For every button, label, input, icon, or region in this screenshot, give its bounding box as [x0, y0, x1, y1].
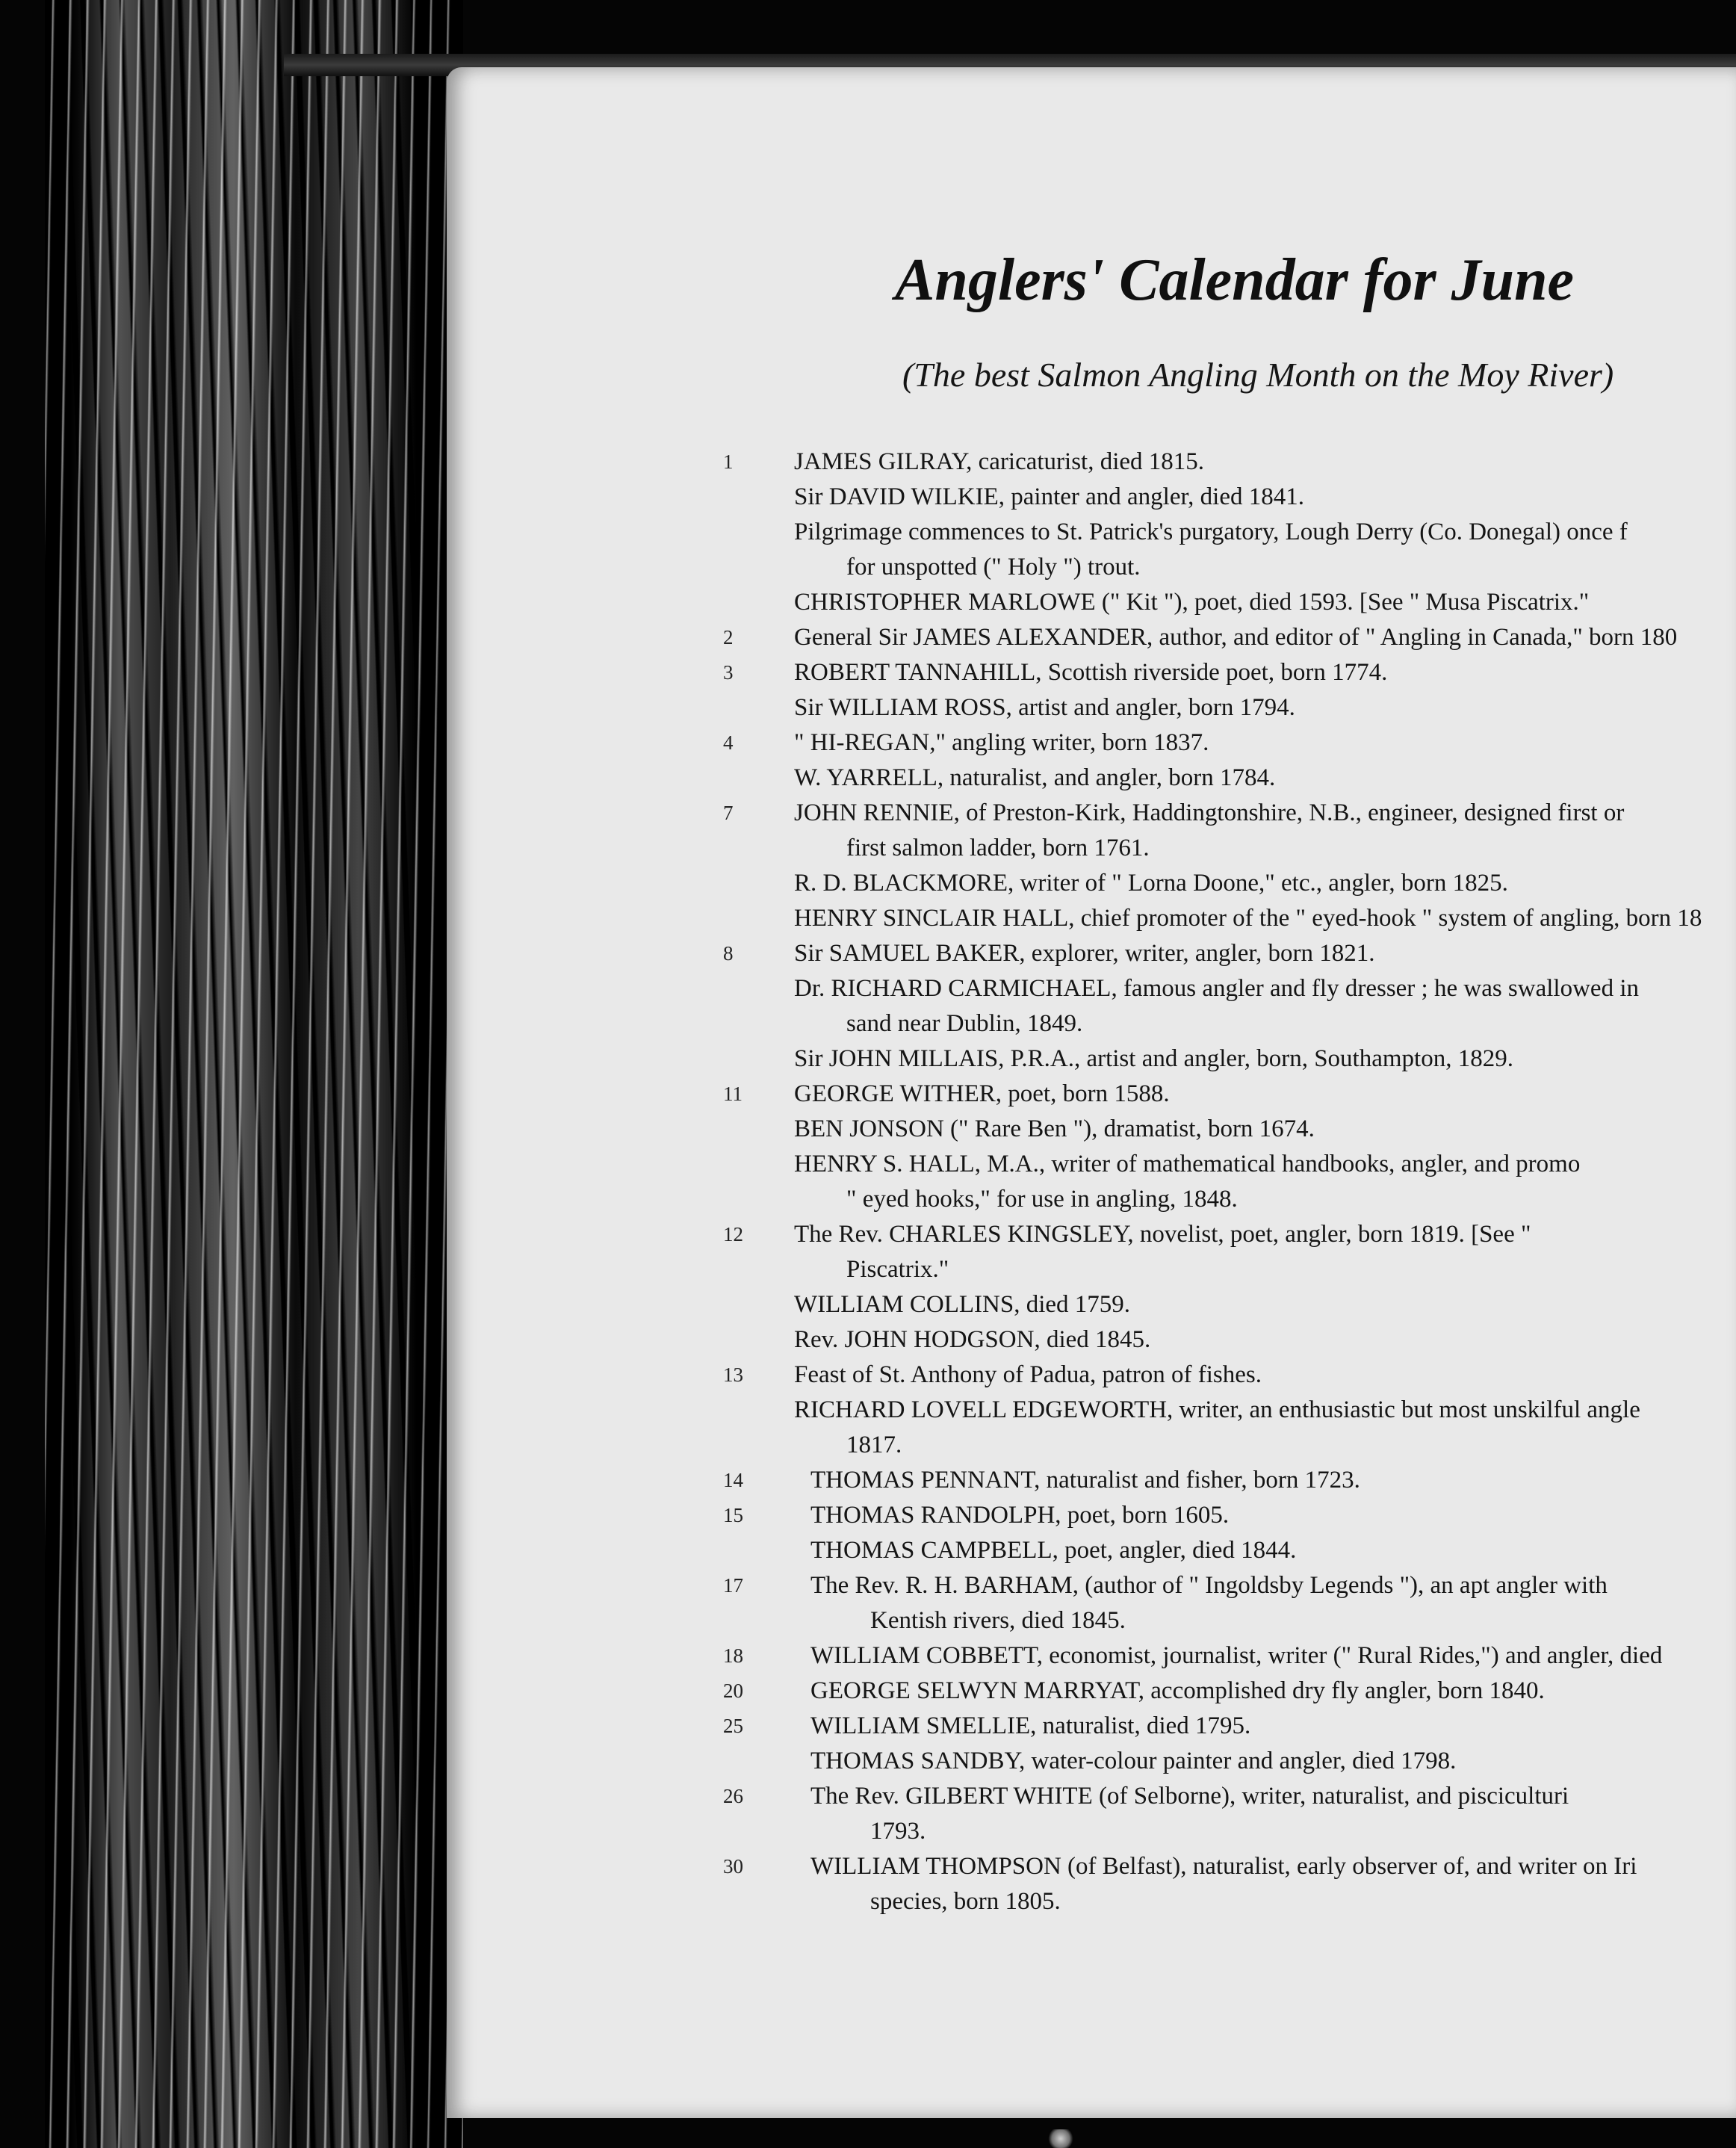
entry-text: THOMAS RANDOLPH, poet, born 1605. [810, 1502, 1230, 1529]
entry-text: WILLIAM COLLINS, died 1759. [794, 1291, 1131, 1318]
entry-day-number: 4 [723, 731, 734, 754]
calendar-entry-line [447, 585, 1736, 620]
calendar-entry-line [447, 1709, 1736, 1744]
calendar-entry-line [447, 1182, 1736, 1217]
calendar-entry-line [447, 936, 1736, 971]
entry-text: R. D. BLACKMORE, writer of " Lorna Doone," etc., angler, born 1825. [794, 870, 1508, 897]
entry-text: WILLIAM SMELLIE, naturalist, died 1795. [810, 1712, 1251, 1739]
entry-day-number: 2 [723, 626, 734, 649]
calendar-entry-line [447, 1217, 1736, 1252]
calendar-entry-line [447, 655, 1736, 690]
calendar-entry-line [447, 1638, 1736, 1674]
entry-day-number: 25 [723, 1715, 743, 1737]
calendar-entry-line [447, 1252, 1736, 1287]
entry-text: WILLIAM THOMPSON (of Belfast), naturalist, early observer of, and writer on Iri [810, 1853, 1637, 1880]
calendar-entry-line [447, 1112, 1736, 1147]
calendar-entry-line [447, 1779, 1736, 1814]
calendar-entry-line [447, 1849, 1736, 1884]
calendar-entry-line [447, 550, 1736, 585]
entry-text: RICHARD LOVELL EDGEWORTH, writer, an enthusiastic but most unskilful angle [794, 1396, 1640, 1423]
calendar-entry-line [447, 1498, 1736, 1533]
entry-text: Sir JOHN MILLAIS, P.R.A., artist and angler, born, Southampton, 1829. [794, 1045, 1513, 1072]
entry-text: The Rev. CHARLES KINGSLEY, novelist, poet, angler, born 1819. [See " [794, 1221, 1531, 1248]
calendar-entry-line [447, 1533, 1736, 1568]
calendar-entry-line [447, 1884, 1736, 1919]
calendar-entry-line [447, 1428, 1736, 1463]
entry-text: sand near Dublin, 1849. [846, 1010, 1083, 1037]
entry-text: ROBERT TANNAHILL, Scottish riverside poet, born 1774. [794, 659, 1388, 686]
calendar-entry-line [447, 1006, 1736, 1041]
calendar-entry-line [447, 1674, 1736, 1709]
entry-text: Rev. JOHN HODGSON, died 1845. [794, 1326, 1151, 1353]
calendar-entry-line [447, 725, 1736, 761]
calendar-entry-line [447, 620, 1736, 655]
entry-text: for unspotted (" Holy ") trout. [846, 554, 1141, 581]
entry-day-number: 26 [723, 1785, 743, 1807]
calendar-entry-line [447, 480, 1736, 515]
entry-text: Pilgrimage commences to St. Patrick's purgatory, Lough Derry (Co. Donegal) once f [794, 519, 1628, 545]
entry-text: species, born 1805. [870, 1888, 1061, 1915]
entry-text: Sir DAVID WILKIE, painter and angler, died 1841. [794, 483, 1304, 510]
entry-text: Sir SAMUEL BAKER, explorer, writer, angler, born 1821. [794, 940, 1375, 967]
entry-text: " HI-REGAN," angling writer, born 1837. [794, 729, 1209, 756]
entry-text: The Rev. GILBERT WHITE (of Selborne), writer, naturalist, and pisciculturi [810, 1783, 1569, 1810]
entry-day-number: 18 [723, 1644, 743, 1667]
entry-day-number: 1 [723, 451, 734, 473]
entry-day-number: 15 [723, 1504, 743, 1526]
page-subtitle: (The best Salmon Angling Month on the Moy River) [902, 356, 1614, 394]
entry-text: Sir WILLIAM ROSS, artist and angler, born 1794. [794, 694, 1295, 721]
calendar-entry-line [447, 901, 1736, 936]
entry-text: BEN JONSON (" Rare Ben "), dramatist, born 1674. [794, 1115, 1315, 1142]
calendar-entry-line [447, 796, 1736, 831]
calendar-entry-line [447, 1744, 1736, 1779]
bottom-edge-mark [1046, 2129, 1076, 2148]
calendar-entry-line [447, 1287, 1736, 1322]
entry-day-number: 20 [723, 1680, 743, 1702]
entry-text: Dr. RICHARD CARMICHAEL, famous angler and fly dresser ; he was swallowed in [794, 975, 1639, 1002]
entry-text: THOMAS CAMPBELL, poet, angler, died 1844. [810, 1537, 1297, 1564]
calendar-entry-line [447, 866, 1736, 901]
calendar-entry-line [447, 1463, 1736, 1498]
page-title: Anglers' Calendar for June [895, 247, 1575, 313]
entry-day-number: 8 [723, 942, 734, 965]
entry-text: Kentish rivers, died 1845. [870, 1607, 1126, 1634]
entry-text: first salmon ladder, born 1761. [846, 835, 1150, 861]
entry-text: JAMES GILRAY, caricaturist, died 1815. [794, 448, 1205, 475]
entry-day-number: 11 [723, 1083, 743, 1105]
entry-text: 1793. [870, 1818, 926, 1845]
calendar-entry-line [447, 1568, 1736, 1603]
entry-text: The Rev. R. H. BARHAM, (author of " Ingoldsby Legends "), an apt angler with [810, 1572, 1608, 1599]
entry-day-number: 12 [723, 1223, 743, 1245]
calendar-entry-line [447, 445, 1736, 480]
entry-day-number: 14 [723, 1469, 743, 1491]
entry-text: HENRY SINCLAIR HALL, chief promoter of the " eyed-hook " system of angling, born 18 [794, 905, 1702, 932]
calendar-entry-line [447, 1041, 1736, 1077]
calendar-entry-line [447, 761, 1736, 796]
entry-day-number: 17 [723, 1574, 743, 1597]
entry-day-number: 7 [723, 802, 734, 824]
entry-text: THOMAS SANDBY, water-colour painter and angler, died 1798. [810, 1748, 1457, 1774]
calendar-entry-line [447, 1393, 1736, 1428]
calendar-entry-line [447, 690, 1736, 725]
page-content [447, 67, 1736, 2118]
calendar-entries [447, 445, 1736, 1919]
entry-text: " eyed hooks," for use in angling, 1848. [846, 1186, 1238, 1213]
entry-text: THOMAS PENNANT, naturalist and fisher, born 1723. [810, 1467, 1360, 1494]
entry-text: 1817. [846, 1432, 902, 1458]
calendar-entry-line [447, 1358, 1736, 1393]
book-fore-edge [45, 0, 463, 2148]
calendar-entry-line [447, 971, 1736, 1006]
calendar-entry-line [447, 1322, 1736, 1358]
entry-text: JOHN RENNIE, of Preston-Kirk, Haddingtonshire, N.B., engineer, designed first or [794, 799, 1625, 826]
book-page [447, 67, 1736, 2118]
calendar-entry-line [447, 1603, 1736, 1638]
calendar-entry-line [447, 515, 1736, 550]
calendar-entry-line [447, 1077, 1736, 1112]
entry-text: Feast of St. Anthony of Padua, patron of fishes. [794, 1361, 1262, 1388]
calendar-entry-line [447, 1147, 1736, 1182]
entry-day-number: 30 [723, 1855, 743, 1878]
calendar-entry-line [447, 1814, 1736, 1849]
entry-day-number: 13 [723, 1364, 743, 1386]
entry-text: HENRY S. HALL, M.A., writer of mathematical handbooks, angler, and promo [794, 1151, 1581, 1177]
entry-text: W. YARRELL, naturalist, and angler, born 1784. [794, 764, 1276, 791]
entry-text: General Sir JAMES ALEXANDER, author, and editor of " Angling in Canada," born 180 [794, 624, 1678, 651]
entry-text: WILLIAM COBBETT, economist, journalist, writer (" Rural Rides,") and angler, died [810, 1642, 1663, 1669]
entry-text: GEORGE SELWYN MARRYAT, accomplished dry fly angler, born 1840. [810, 1677, 1545, 1704]
calendar-entry-line [447, 831, 1736, 866]
entry-text: GEORGE WITHER, poet, born 1588. [794, 1080, 1170, 1107]
entry-day-number: 3 [723, 661, 734, 684]
entry-text: Piscatrix." [846, 1256, 949, 1283]
entry-text: CHRISTOPHER MARLOWE (" Kit "), poet, died 1593. [See " Musa Piscatrix." [794, 589, 1590, 616]
